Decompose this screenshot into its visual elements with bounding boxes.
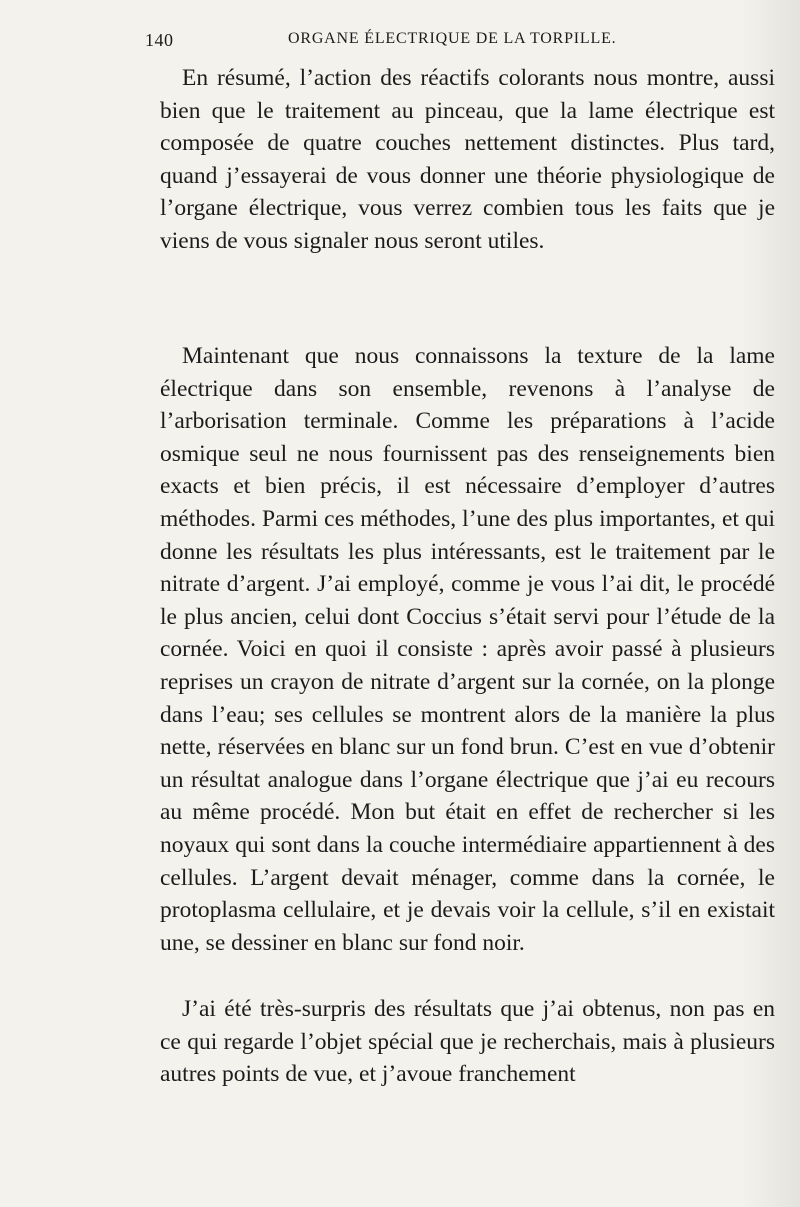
page-number: 140: [145, 30, 174, 50]
paragraph-block-1: [160, 62, 775, 258]
paragraph-block-3: [160, 993, 775, 1091]
running-head: [145, 30, 645, 54]
paragraph-block-2: [160, 340, 775, 959]
running-title: ORGANE ÉLECTRIQUE DE LA TORPILLE.: [288, 30, 617, 47]
paragraph: Maintenant que nous connaissons la texture de la lame électrique dans son ensemble, revenons à l’analyse de l’arborisation terminale. Comme les préparations à l’acide osmique seul ne nous fournissent pas des renseignements bien exacts et bien précis, il est nécessaire d’employer d’autres méthodes. Parmi ces méthodes, l’une des plus importantes, et qui donne les résultats les plus intéressants, est le traitement par le nitrate d’argent. J’ai employé, comme je vous l’ai dit, le procédé le plus ancien, celui dont Coccius s’était servi pour l’étude de la cornée. Voici en quoi il consiste : après avoir passé à plusieurs reprises un crayon de nitrate d’argent sur la cornée, on la plonge dans l’eau; ses cellules se montrent alors de la manière la plus nette, réservées en blanc sur un fond brun. C’est en vue d’obtenir un résultat analogue dans l’organe électrique que j’ai eu recours au même procédé. Mon but était en effet de rechercher si les noyaux qui sont dans la couche intermédiaire appartiennent à des cellules. L’argent devait ménager, comme dans la cornée, le protoplasma cellulaire, et je devais voir la cellule, s’il en existait une, se dessiner en blanc sur fond noir.: [160, 343, 775, 956]
paragraph: J’ai été très-surpris des résultats que j’ai obtenus, non pas en ce qui regarde l’objet spécial que je recherchais, mais à plusieurs autres points de vue, et j’avoue franchement: [160, 996, 775, 1088]
paragraph: En résumé, l’action des réactifs colorants nous montre, aussi bien que le traitement au pinceau, que la lame électrique est composée de quatre couches nettement distinctes. Plus tard, quand j’essayerai de vous donner une théorie physiologique de l’organe électrique, vous verrez combien tous les faits que je viens de vous signaler nous seront utiles.: [160, 65, 775, 254]
